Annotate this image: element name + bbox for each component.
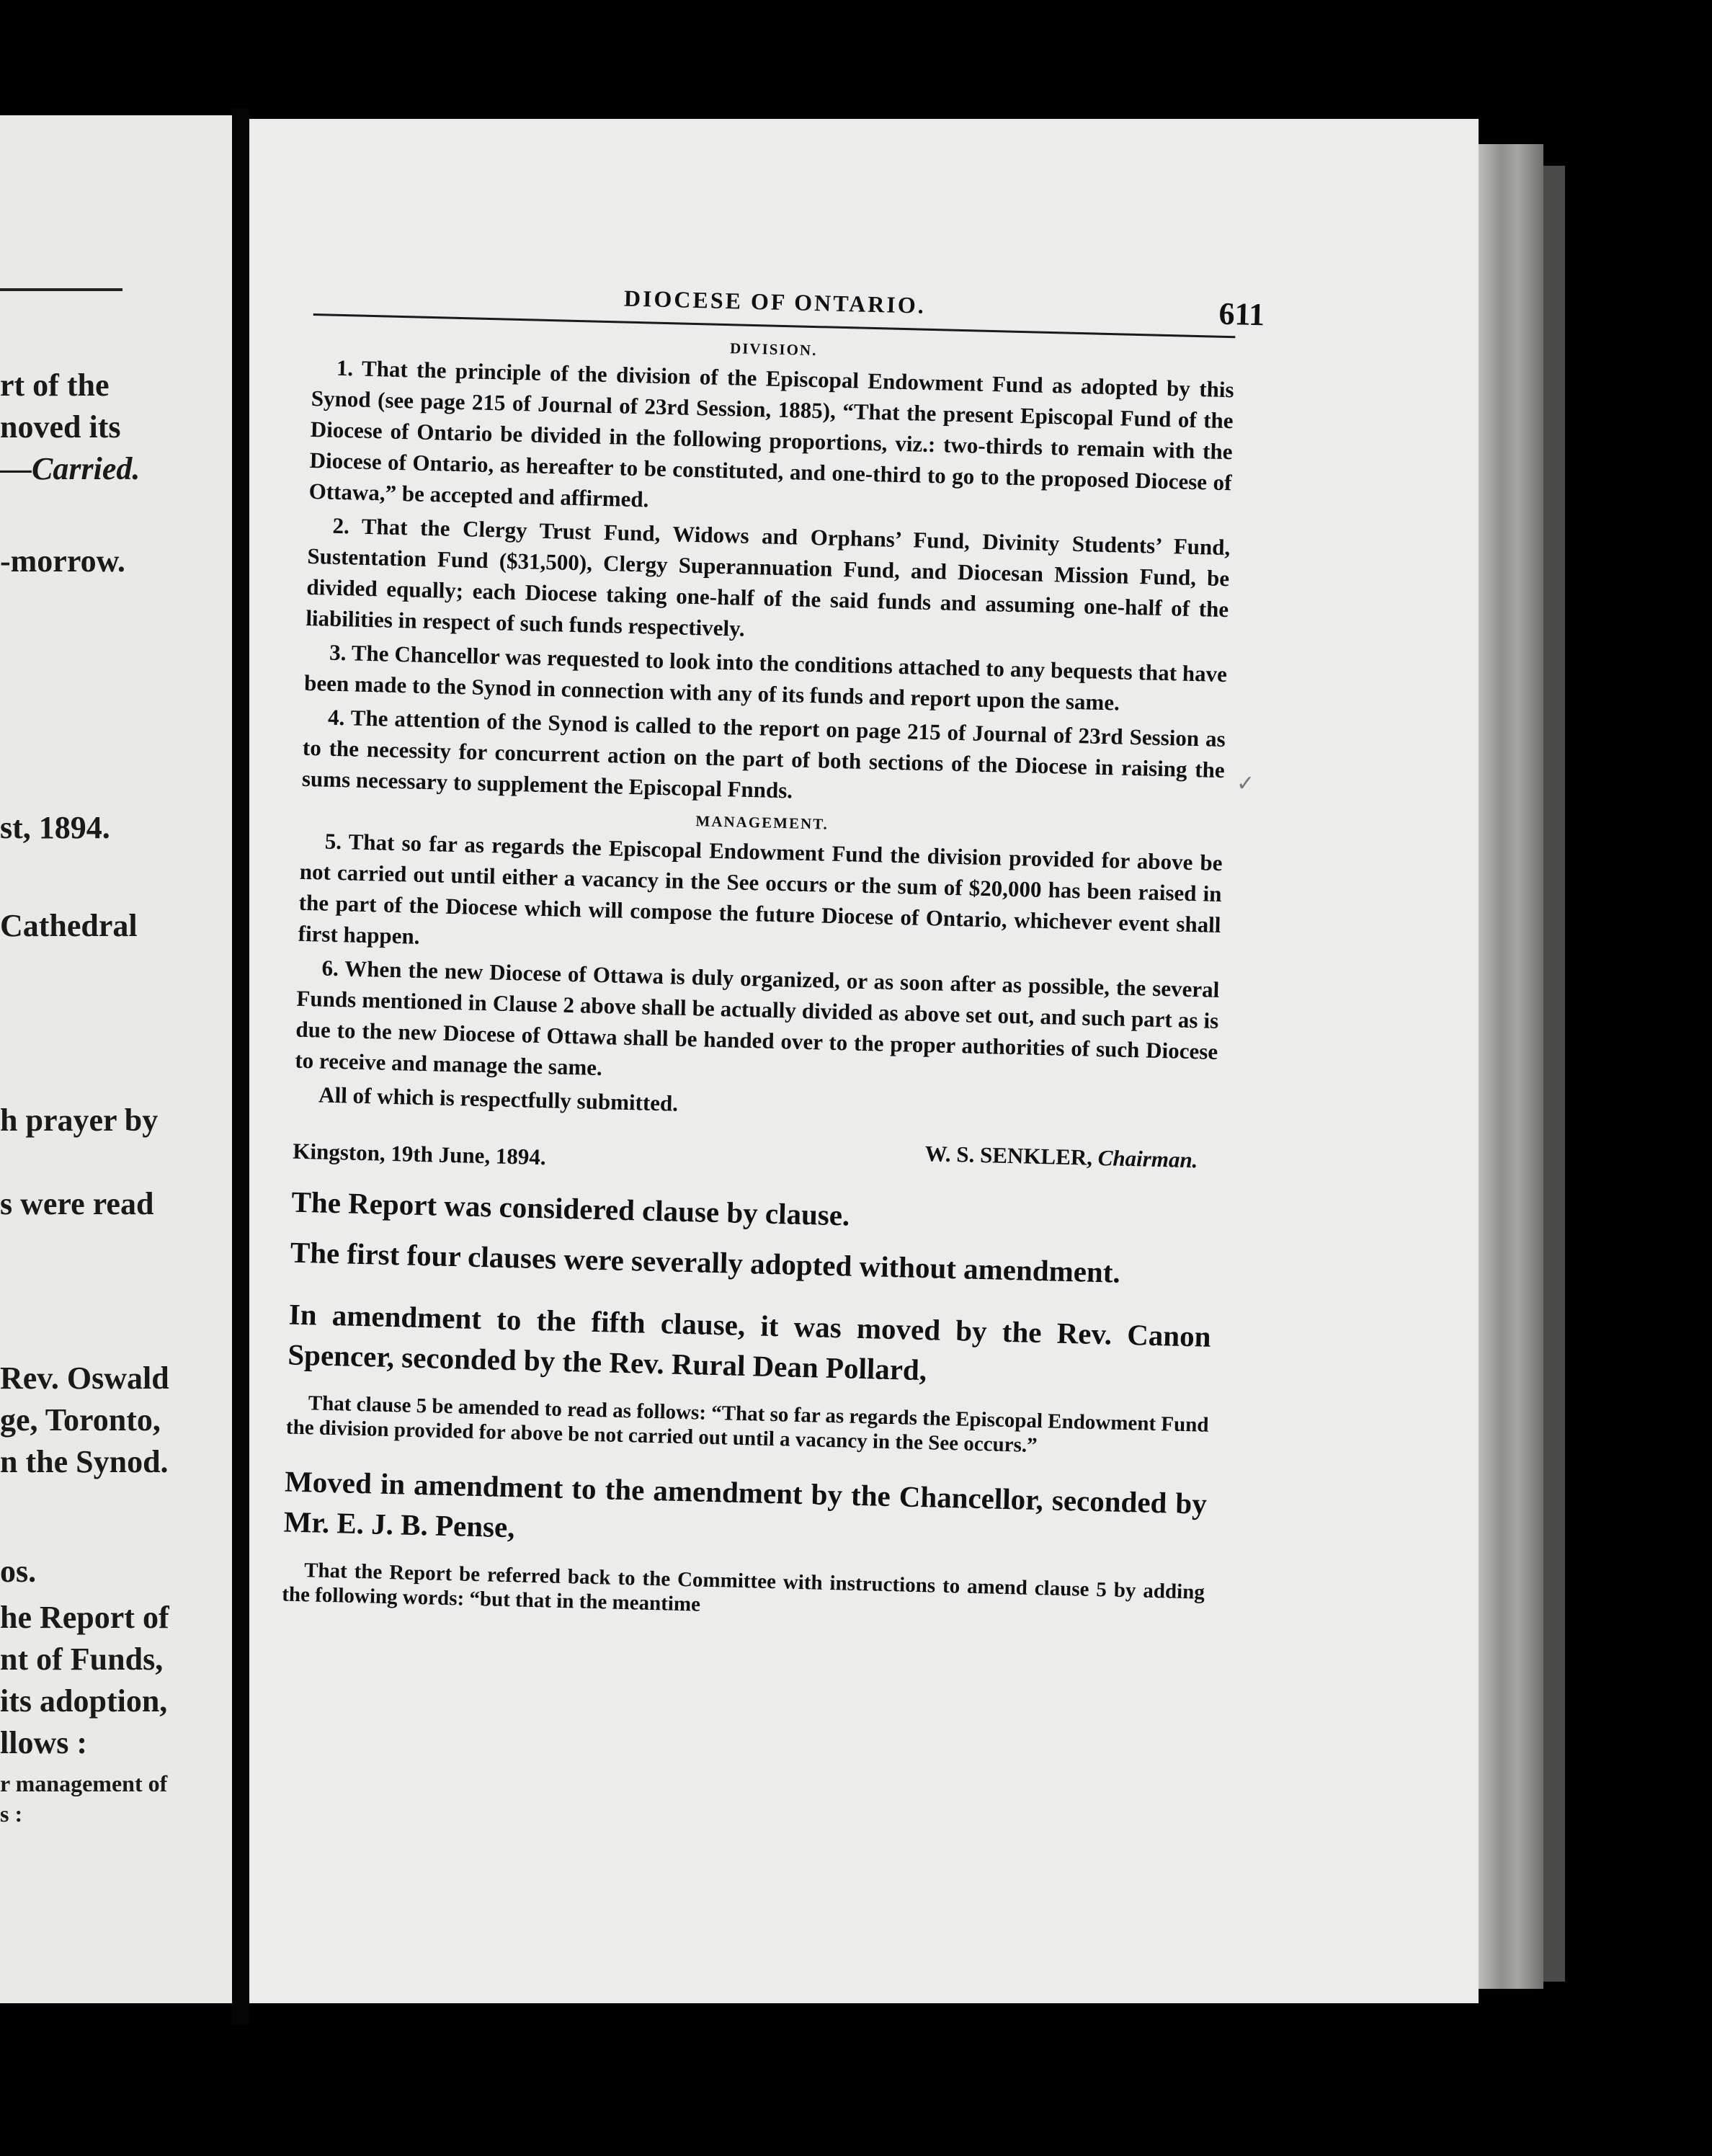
proceedings-paragraph-4: Moved in amendment to the amendment by the Chancellor, seconded by Mr. E. J. B. Pense,: [283, 1464, 1208, 1544]
left-line: Rev. Oswald: [0, 1360, 169, 1396]
proceedings-paragraph-1: The Report was considered clause by clause.: [291, 1185, 850, 1232]
left-line: r management of: [0, 1770, 168, 1796]
division-heading: DIVISION.: [729, 339, 818, 360]
place-date: Kingston, 19th June, 1894.: [292, 1138, 547, 1170]
signatory-name: W. S. SENKLER,: [924, 1141, 1093, 1170]
left-line: n the Synod.: [0, 1444, 169, 1479]
signatory-role: Chairman.: [1097, 1144, 1198, 1173]
left-line: he Report of: [0, 1600, 169, 1635]
left-page-rule: [0, 288, 122, 291]
running-title: DIOCESE OF ONTARIO.: [623, 285, 927, 318]
left-line: os.: [0, 1554, 37, 1589]
signatory: [924, 1141, 1198, 1173]
left-line: nt of Funds,: [0, 1642, 164, 1677]
left-line: s :: [0, 1801, 23, 1827]
left-line: h prayer by: [0, 1102, 159, 1138]
management-heading: MANAGEMENT.: [695, 812, 829, 833]
left-line: -morrow.: [0, 543, 125, 579]
book-gutter: [232, 108, 249, 2025]
left-line: —Carried.: [0, 451, 141, 486]
left-line: Cathedral: [0, 908, 138, 943]
division-clause-3: 3. The Chancellor was requested to look into the conditions attached to any bequests that have been made to the Synod in connection with any of its funds and report upon the same.: [303, 639, 1228, 716]
left-line: ge, Toronto,: [0, 1402, 161, 1438]
division-clause-2: 2. That the Clergy Trust Fund, Widows and Orphans’ Fund, Divinity Students’ Fund, Sustentation Fund ($31,500), Clergy Superannuation Fund, and Diocesan Mission Fund, be divided equally; each Diocese taking one-half of the said funds and assuming one-half of the liabilities in respect of such funds respectively.: [306, 512, 1231, 641]
amendment-quote-2: That the Report be referred back to the Committee with instructions to amend clause 5 by adding the following words: “but that in the meantime: [281, 1559, 1205, 1616]
amendment-quote-1: That clause 5 be amended to read as follows: “That so far as regards the Episcopal Endowment Fund the division provided for above be not carried out until a vacancy in the See occurs.”: [285, 1391, 1209, 1457]
left-line: rt of the: [0, 368, 110, 403]
management-clause-6: 6. When the new Diocese of Ottawa is duly organized, or as soon after as possible, the several Funds mentioned in Clause 2 above shall be actually divided as above set out, and such part as is due to the new Diocese of Ottawa shall be handed over to the proper authorities of such Diocese to receive and manage the same.: [295, 955, 1220, 1081]
division-clause-4: 4. The attention of the Synod is called to the report on page 215 of Journal of 23rd Session as to the necessity for concurrent action on the part of both sections of the Diocese in raising the sums necessary to supplement the Episcopal Fnnds.: [301, 704, 1226, 803]
left-line: st, 1894.: [0, 810, 110, 845]
proceedings-paragraph-2: The first four clauses were severally adopted without amendment.: [290, 1235, 1121, 1289]
page-edge-shadow: [1543, 166, 1565, 1982]
submission-line: All of which is respectfully submitted.: [318, 1082, 679, 1116]
pencil-tick-mark: ✓: [1236, 772, 1255, 796]
division-clause-1: 1. That the principle of the division of the Episcopal Endowment Fund as adopted by this Synod (see page 215 of Journal of 23rd Session, 1885), “That the present Episcopal Fund of the Diocese of Ontario be divided in the following proportions, viz.: two-thirds to remain with the Diocese of Ontario, as hereafter to be constituted, and one-third to go to the proposed Diocese of Ottawa,” be accepted and affirmed.: [308, 355, 1235, 512]
right-page: [249, 119, 1479, 2003]
proceedings-paragraph-3: In amendment to the fifth clause, it was moved by the Rev. Canon Spencer, seconded by the Rev. Rural Dean Pollard,: [287, 1297, 1212, 1387]
page-block-edge: [1479, 144, 1543, 1989]
left-line: llows :: [0, 1725, 87, 1760]
left-line: its adoption,: [0, 1683, 168, 1719]
signature-block: [293, 1126, 1216, 1194]
management-clause-5: 5. That so far as regards the Episcopal Endowment Fund the division provided for above be not carried out until either a vacancy in the See occurs or the sum of $20,000 has been raised in the part of the Diocese which will compose the future Diocese of Ontario, whichever event shall first happen.: [298, 828, 1223, 949]
left-line: s were read: [0, 1186, 154, 1221]
left-line: noved its: [0, 409, 121, 445]
page-content: [281, 277, 1265, 1629]
left-page-fragment: [0, 115, 232, 2003]
page-number: 611: [1218, 295, 1265, 333]
